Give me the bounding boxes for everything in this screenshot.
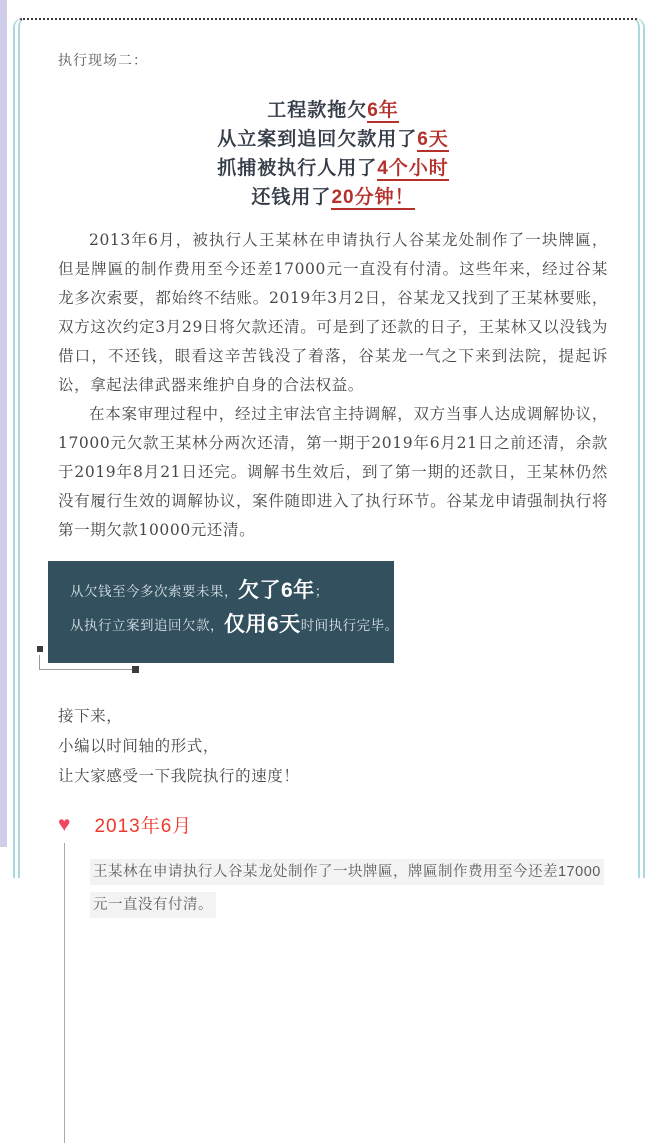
headline-line — [58, 125, 608, 154]
headline — [58, 96, 608, 212]
page-edge-strip — [0, 0, 7, 847]
headline-text: 从立案到追回欠款用了 — [217, 129, 418, 150]
lead-line: 让大家感受一下我院执行的速度！ — [58, 767, 300, 785]
paragraph-mediation: 在本案审理过程中，经过主审法官主持调解，双方当事人达成调解协议，17000元欠款王某林分两次还清，第一期于2019年6月21日之前还清，余款于2019年8月21日还完。调解书生效后，到了第一期的还款日，王某林仍然没有履行生效的调解协议，案件随即进入了执行环节。谷某龙申请强制执行将第一期欠款10000元还清。 — [58, 405, 608, 539]
timeline-entry — [58, 856, 603, 922]
timeline-entry-text: 王某林在申请执行人谷某龙处制作了一块牌匾，牌匾制作费用至今还差17000元一直没有付清。 — [90, 859, 604, 918]
callout-emphasis: 仅用6天 — [224, 613, 301, 636]
corner-bracket-vertical — [39, 655, 40, 670]
paragraph-case-background: 2013年6月，被执行人王某林在申请执行人谷某龙处制作了一块牌匾，但是牌匾的制作费用至今还差17000元一直没有付清。这些年来，经过谷某龙多次索要，都始终不结账。2019年3月2日，谷某龙又找到了王某林要账，双方这次约定3月29日将欠款还清。可是到了还款的日子，王某林又以没钱为借口，不还钱，眼看这辛苦钱没了着落，谷某龙一气之下来到法院，提起诉讼，拿起法律武器来维护自身的合法权益。 — [58, 231, 608, 394]
timeline-axis-line — [64, 843, 65, 1143]
headline-highlight: 20分钟！ — [331, 187, 415, 208]
callout-text: ； — [314, 584, 329, 599]
callout-emphasis: 欠了6年 — [238, 579, 315, 602]
headline-highlight: 6年 — [367, 100, 399, 121]
lead-line: 接下来， — [58, 707, 123, 725]
corner-bracket-horizontal — [39, 669, 136, 670]
headline-line — [58, 154, 608, 183]
headline-text: 抓捕被执行人用了 — [217, 158, 378, 179]
timeline-date: 2013年6月 — [94, 816, 193, 837]
lead-in-block — [58, 701, 608, 791]
callout-text: 从执行立案到追回欠款， — [70, 618, 224, 633]
callout-line — [70, 575, 380, 609]
summary-callout — [48, 561, 399, 663]
article-card — [13, 18, 645, 913]
headline-line — [58, 183, 608, 212]
lead-line: 小编以时间轴的形式， — [58, 737, 220, 755]
callout-text: 时间执行完毕。 — [300, 618, 399, 633]
article-content — [20, 20, 638, 942]
corner-bracket-square-top — [37, 646, 43, 652]
headline-highlight: 4个小时 — [377, 158, 449, 179]
headline-text: 工程款拖欠 — [267, 100, 368, 121]
callout-line — [70, 609, 399, 643]
corner-bracket-square-end — [132, 666, 139, 673]
headline-highlight: 6天 — [417, 129, 449, 150]
section-label: 执行现场二： — [58, 52, 148, 68]
headline-text: 还钱用了 — [251, 187, 332, 208]
callout-text: 从欠钱至今多次索要未果， — [70, 584, 238, 599]
summary-callout-wrap — [48, 561, 399, 663]
timeline-section — [58, 811, 608, 922]
heart-icon: ♥ — [58, 813, 71, 836]
headline-line — [58, 96, 608, 125]
timeline-header — [58, 811, 608, 838]
